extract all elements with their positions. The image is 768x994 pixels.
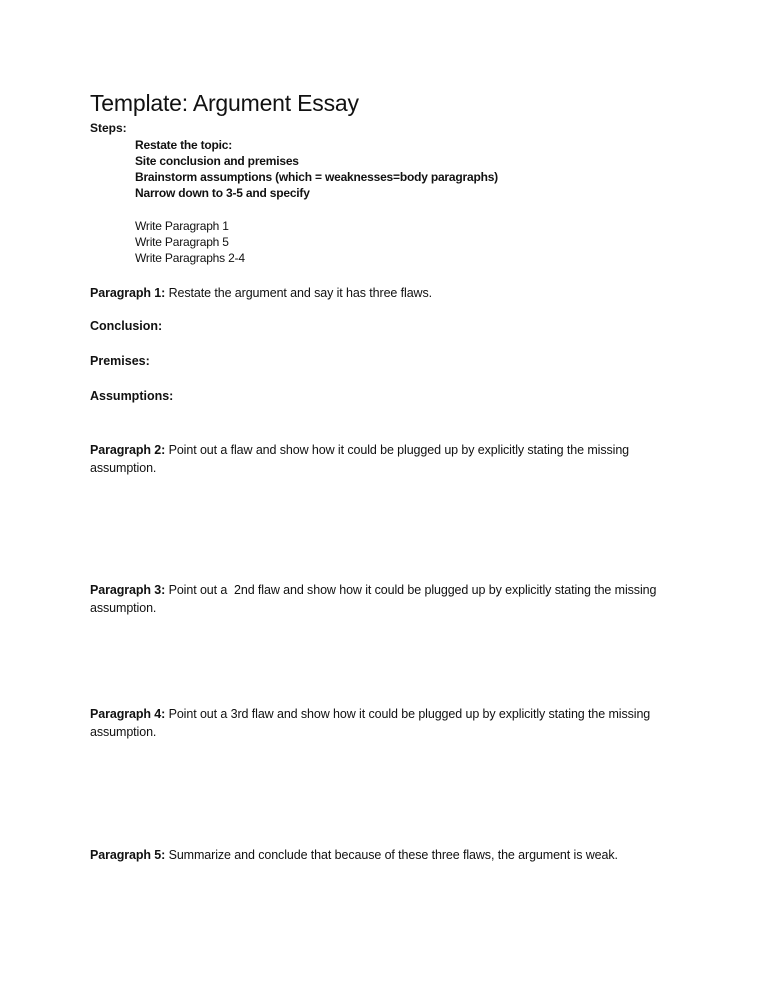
paragraph-4-text: Point out a 3rd flaw and show how it could be plugged up by explicitly stating the missing assumption. bbox=[90, 707, 651, 739]
page-title: Template: Argument Essay bbox=[90, 90, 359, 116]
paragraph-5-label: Paragraph 5: bbox=[90, 848, 166, 862]
paragraph-3-label: Paragraph 3: bbox=[90, 583, 166, 597]
step-narrow-down: Narrow down to 3-5 and specify bbox=[135, 186, 310, 200]
paragraph-2-text: Point out a flaw and show how it could be plugged up by explicitly stating the missing assumption. bbox=[90, 443, 630, 475]
paragraph-5-text: Summarize and conclude that because of these three flaws, the argument is weak. bbox=[165, 848, 618, 862]
paragraph-3 bbox=[90, 581, 690, 617]
step-brainstorm: Brainstorm assumptions (which = weaknesses=body paragraphs) bbox=[135, 170, 498, 184]
assumptions-label: Assumptions: bbox=[90, 389, 174, 403]
steps-label: Steps: bbox=[90, 121, 127, 135]
paragraph-4-label: Paragraph 4: bbox=[90, 707, 166, 721]
paragraph-2-label: Paragraph 2: bbox=[90, 443, 166, 457]
premises-label: Premises: bbox=[90, 354, 150, 368]
paragraph-4 bbox=[90, 705, 690, 741]
step-write-paragraph-5: Write Paragraph 5 bbox=[135, 235, 229, 249]
paragraph-5 bbox=[90, 846, 690, 864]
paragraph-1-label: Paragraph 1: bbox=[90, 286, 166, 300]
step-write-paragraph-1: Write Paragraph 1 bbox=[135, 219, 229, 233]
paragraph-1-text: Restate the argument and say it has three flaws. bbox=[165, 286, 432, 300]
paragraph-2 bbox=[90, 441, 690, 477]
conclusion-label: Conclusion: bbox=[90, 319, 163, 333]
paragraph-3-text: Point out a 2nd flaw and show how it could be plugged up by explicitly stating the missing assumption. bbox=[90, 583, 660, 615]
paragraph-1 bbox=[90, 284, 690, 302]
step-write-paragraphs-2-4: Write Paragraphs 2-4 bbox=[135, 251, 245, 265]
step-restate-topic: Restate the topic: bbox=[135, 138, 233, 152]
step-site-conclusion: Site conclusion and premises bbox=[135, 154, 299, 168]
